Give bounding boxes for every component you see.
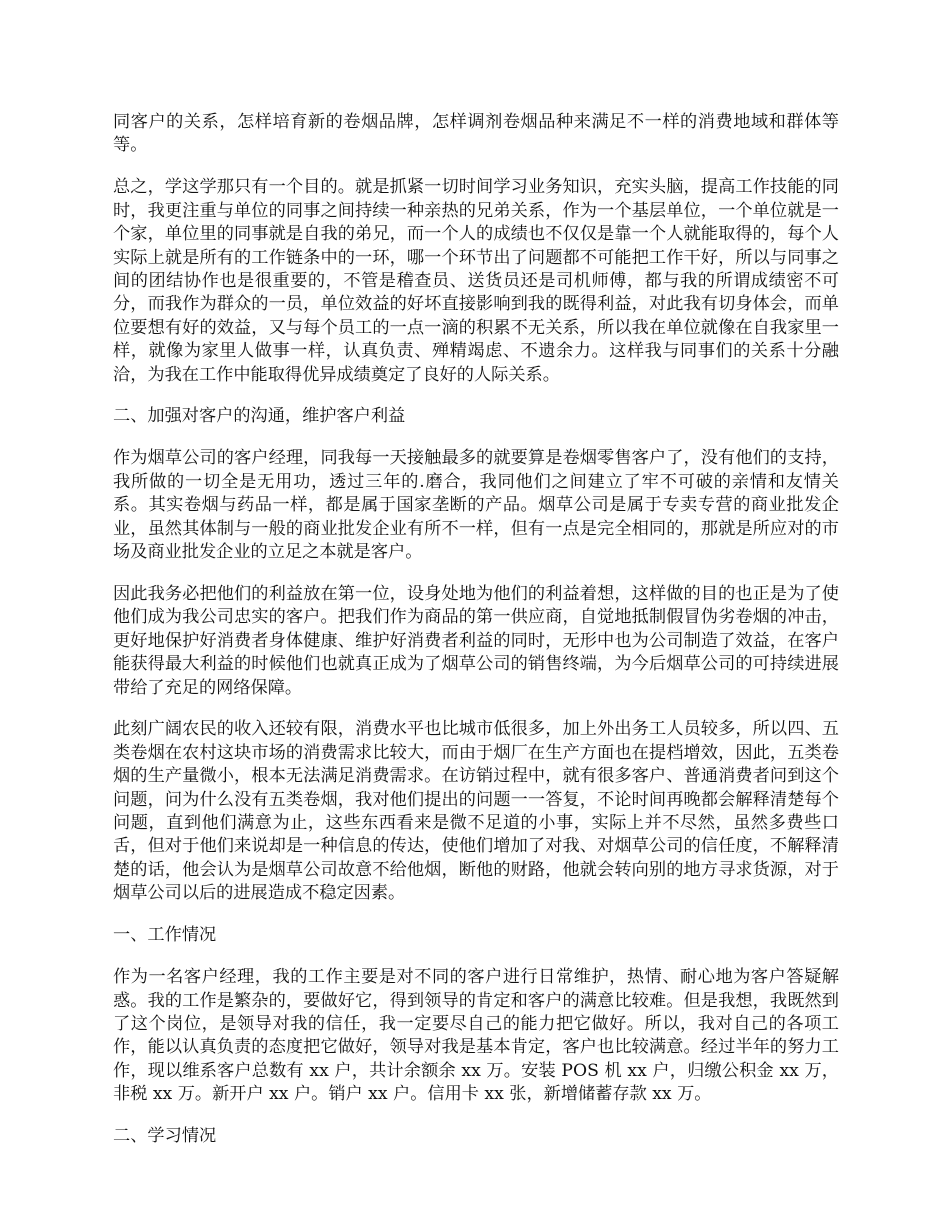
paragraph-work-summary: 作为一名客户经理，我的工作主要是对不同的客户进行日常维护，热情、耐心地为客户答疑解惑。我的工作是繁杂的，要做好它，得到领导的肯定和客户的满意比较难。但是我想，我既然到了这个岗位，是领导对我的信任，我一定要尽自己的能力把它做好。所以，我对自己的各项工作，能以认真负责的态度把它做好，领导对我是基本肯定，客户也比较满意。经过半年的努力工作，现以维系客户总数有 xx 户，共计余额余 xx 万。安装 POS 机 xx 户，归缴公积金 xx 万，非税 xx 万。新开户 xx 户。销户 xx 户。信用卡 xx 张，新增储蓄存款 xx 万。 <box>113 967 839 1105</box>
section-heading-work-situation: 一、工作情况 <box>113 925 217 946</box>
document-body <box>113 111 839 1167</box>
paragraph-continuation: 同客户的关系，怎样培育新的卷烟品牌，怎样调剂卷烟品种来满足不一样的消费地域和群体等等。 <box>113 112 839 156</box>
section-heading-customer-communication: 二、加强对客户的沟通，维护客户利益 <box>113 406 406 427</box>
paragraph-customer-manager-role: 作为烟草公司的客户经理，同我每一天接触最多的就要算是卷烟零售客户了，没有他们的支持，我所做的一切全是无用功，透过三年的.磨合，我同他们之间建立了牢不可破的亲情和友情关系。其实卷烟与药品一样，都是属于国家垄断的产品。烟草公司是属于专卖专营的商业批发企业，虽然其体制与一般的商业批发企业有所不一样，但有一点是完全相同的，那就是所应对的市场及商业批发企业的立足之本就是客户。 <box>113 448 839 562</box>
paragraph-colleague-relations: 总之，学这学那只有一个目的。就是抓紧一切时间学习业务知识，充实头脑，提高工作技能的同时，我更注重与单位的同事之间持续一种亲热的兄弟关系，作为一个基层单位，一个单位就是一个家，单位里的同事就是自我的弟兄，而一个人的成绩也不仅仅是靠一个人就能取得的，每个人实际上就是所有的工作链条中的一环，哪一个环节出了问题都不可能把工作干好，所以与同事之间的团结协作也是很重要的，不管是稽查员、送货员还是司机师傅，都与我的所谓成绩密不可分，而我作为群众的一员，单位效益的好坏直接影响到我的既得利益，对此我有切身体会，而单位要想有好的效益，又与每个员工的一点一滴的积累不无关系，所以我在单位就像在自我家里一样，就像为家里人做事一样，认真负责、殚精竭虑、不遗余力。这样我与同事们的关系十分融洽，为我在工作中能取得优异成绩奠定了良好的人际关系。 <box>113 177 839 385</box>
section-heading-study-situation: 二、学习情况 <box>113 1126 217 1147</box>
paragraph-rural-market: 此刻广阔农民的收入还较有限，消费水平也比城市低很多，加上外出务工人员较多，所以四、五类卷烟在农村这块市场的消费需求比较大，而由于烟厂在生产方面也在提档增效，因此，五类卷烟的生产量微小，根本无法满足消费需求。在访销过程中，就有很多客户、普通消费者问到这个问题，问为什么没有五类卷烟，我对他们提出的问题一一答复，不论时间再晚都会解释清楚每个问题，直到他们满意为止，这些东西看来是微不足道的小事，实际上并不尽然，虽然多费些口舌，但对于他们来说却是一种信息的传达，使他们增加了对我、对烟草公司的信任度，不解释清楚的话，他会认为是烟草公司故意不给他烟，断他的财路，他就会转向别的地方寻求货源，对于烟草公司以后的进展造成不稳定因素。 <box>113 719 839 904</box>
paragraph-customer-interests: 因此我务必把他们的利益放在第一位，设身处地为他们的利益着想，这样做的目的也正是为了使他们成为我公司忠实的客户。把我们作为商品的第一供应商，自觉地抵制假冒伪劣卷烟的冲击，更好地保护好消费者身体健康、维护好消费者利益的同时，无形中也为公司制造了效益，在客户能获得最大利益的时候他们也就真正成为了烟草公司的销售终端，为今后烟草公司的可持续进展带给了充足的网络保障。 <box>113 583 839 698</box>
